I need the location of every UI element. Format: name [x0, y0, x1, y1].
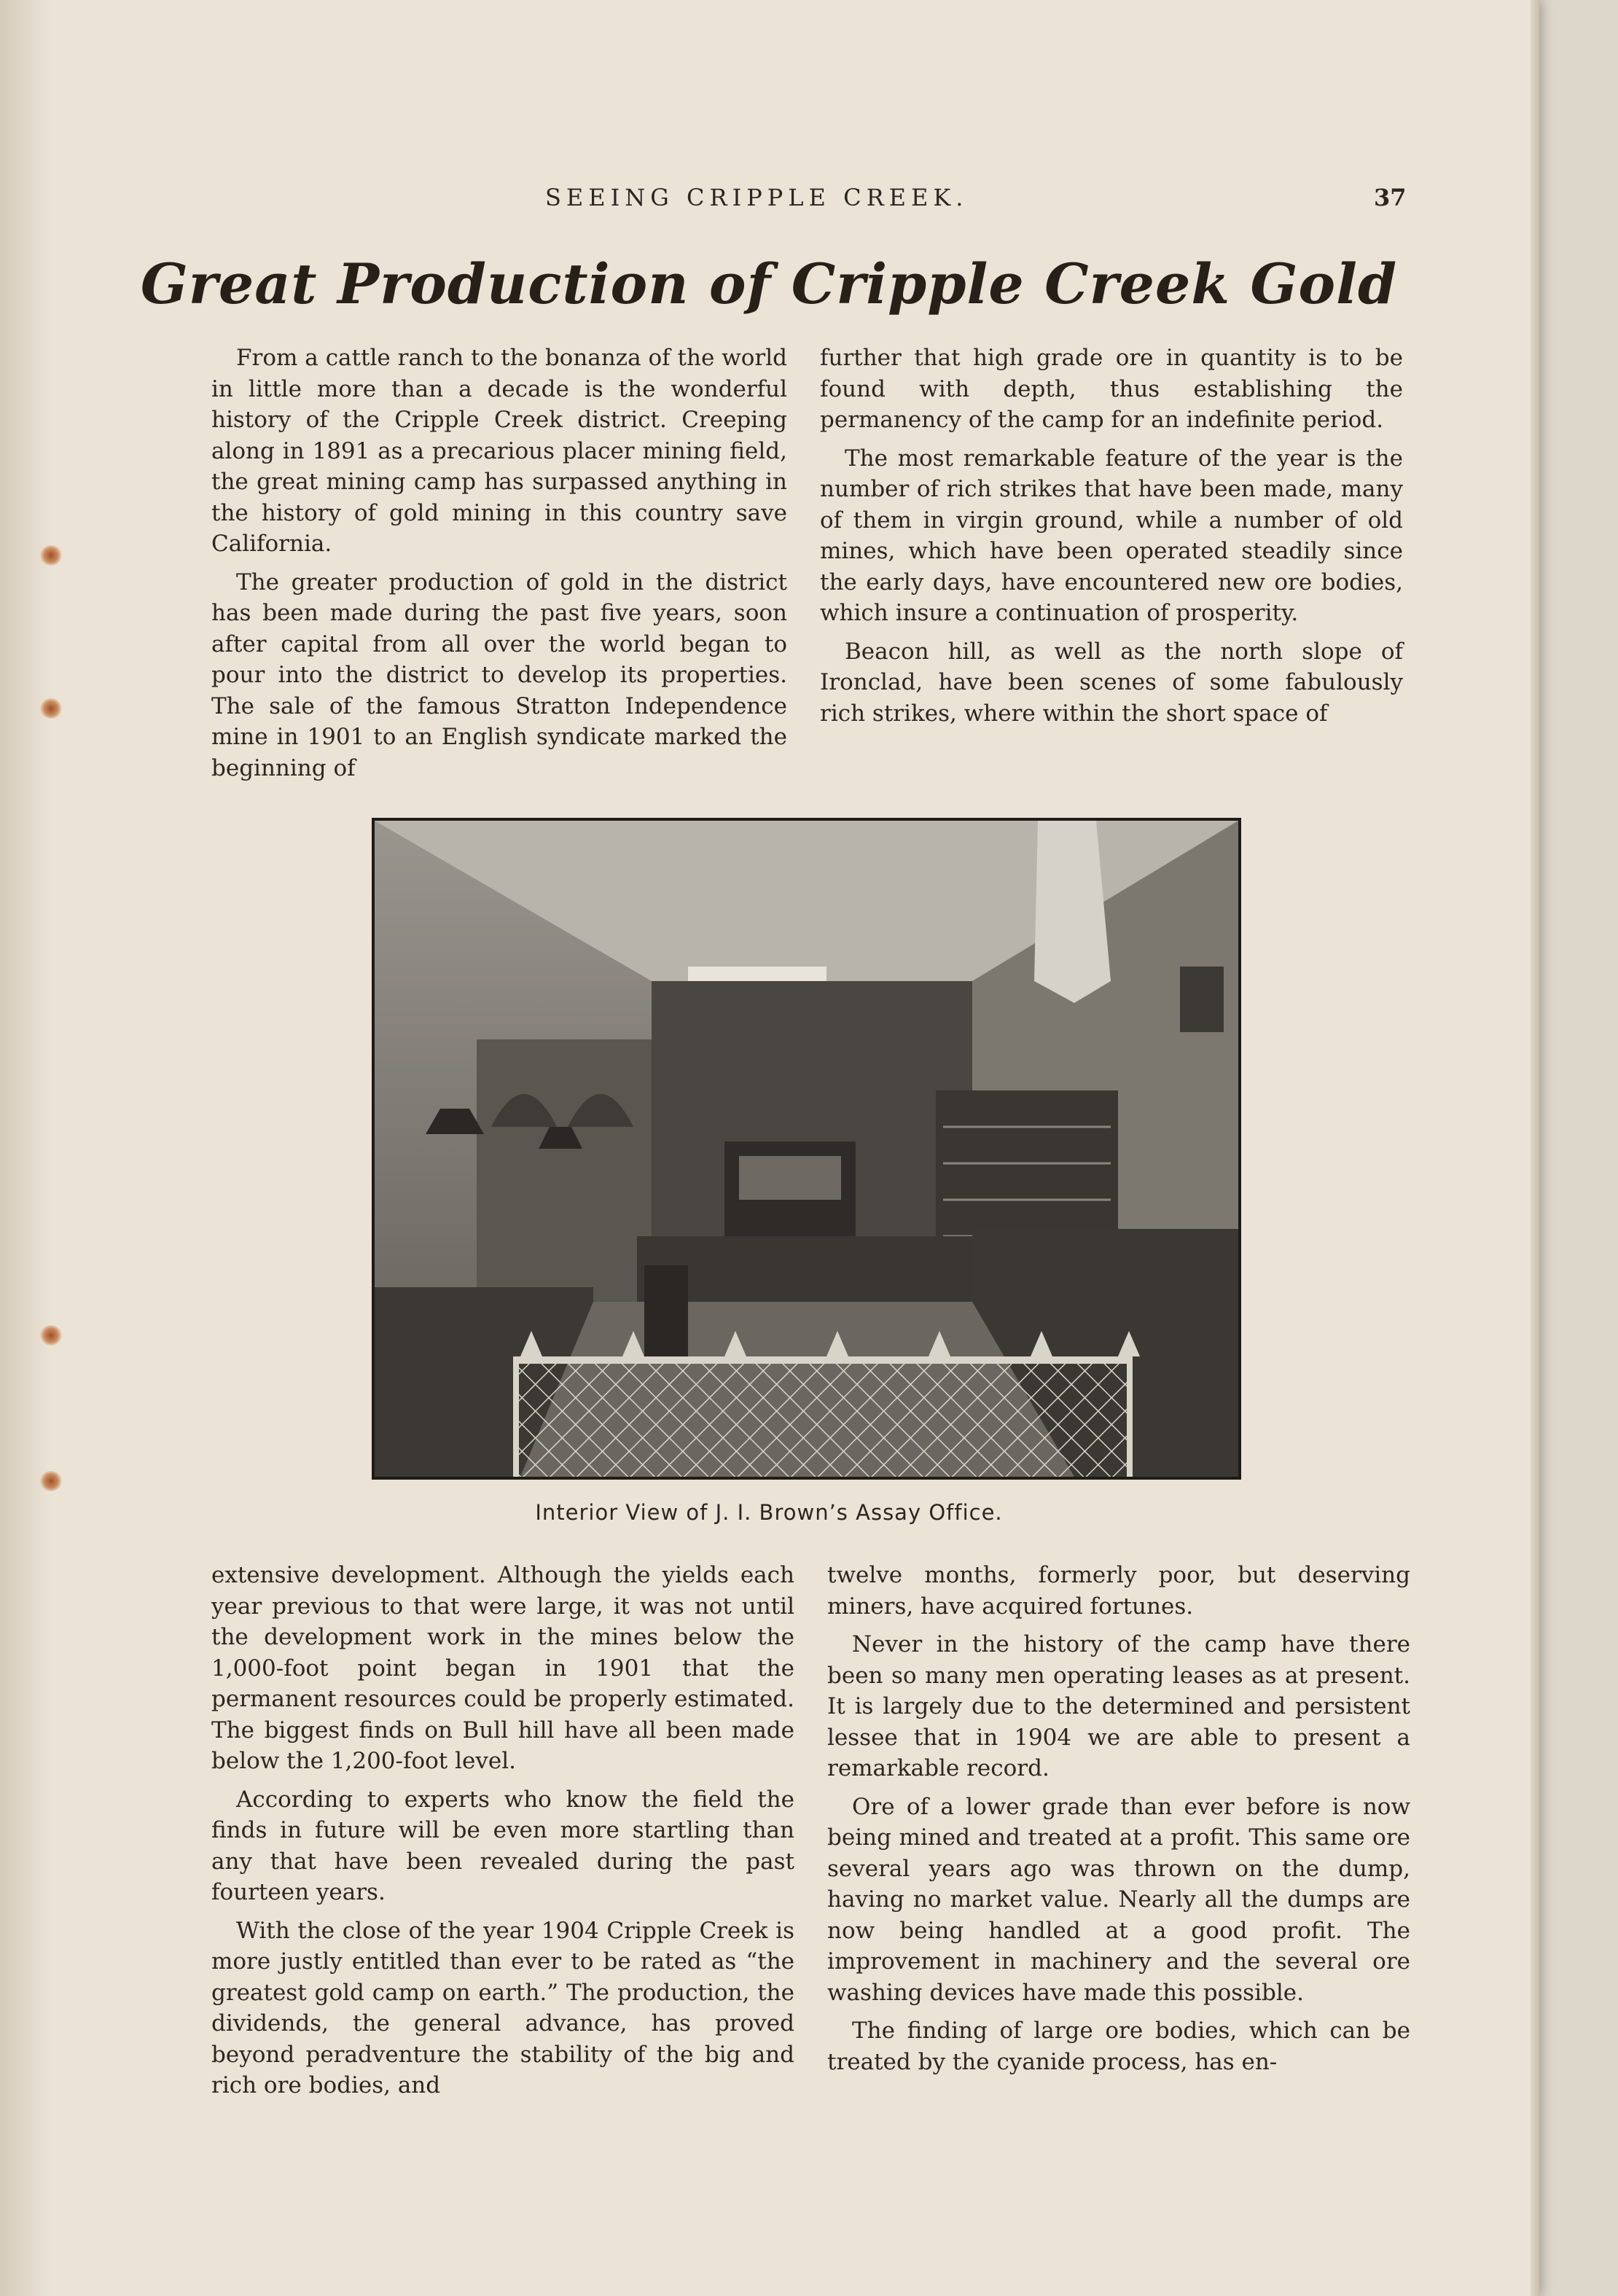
- paragraph: twelve months, formerly poor, but deserving miners, have acquired fortunes.: [827, 1562, 1410, 1620]
- page-edge: [1531, 0, 1539, 2296]
- staple-hole: [40, 698, 62, 719]
- staple-hole: [40, 545, 62, 566]
- paragraph: The greater production of gold in the district has been made during the past five years, soon after capital from all over the world began to pour into the district to develop its properties. The sale of the famous Stratton Independence mine in 1901 to an English syndicate marked the beginning of: [211, 569, 787, 781]
- paragraph: Beacon hill, as well as the north slope of Ironclad, have been scenes of some fabulously rich strikes, where within the short space of: [820, 638, 1403, 727]
- assay-office-interior-image: [375, 821, 1238, 1477]
- column-top-left: [211, 343, 787, 791]
- article-title: Great Production of Cripple Creek Gold: [140, 251, 1398, 316]
- page-header: [0, 184, 1538, 220]
- paragraph: According to experts who know the field the finds in future will be even more startling than any that have been revealed during the past fourteen years.: [211, 1786, 794, 1905]
- column-top-right: [820, 343, 1403, 736]
- column-bottom-right: [827, 1560, 1410, 2085]
- paragraph: extensive development. Although the yields each year previous to that were large, it was not until the development work in the mines below the 1,000-foot point began in 1901 that the permanent resources could be properly estimated. The biggest finds on Bull hill have all been made below the 1,200-foot level.: [211, 1562, 794, 1774]
- page-binding: [0, 0, 51, 2296]
- paragraph: The most remarkable feature of the year is the number of rich strikes that have been made, many of them in virgin ground, while a number of old mines, which have been operated steadily since the early days, have encountered new ore bodies, which insure a continuation of prosperity.: [820, 445, 1403, 626]
- page-number: 37: [1374, 184, 1407, 211]
- photo-caption: Interior View of J. I. Brown’s Assay Office.: [535, 1500, 1003, 1525]
- paragraph: The finding of large ore bodies, which can be treated by the cyanide process, has en-: [827, 2018, 1410, 2075]
- paragraph: With the close of the year 1904 Cripple Creek is more justly entitled than ever to be rated as “the greatest gold camp on earth.” The production, the dividends, the general advance, has proved beyond peradventure the stability of the big and rich ore bodies, and: [211, 1917, 794, 2098]
- staple-hole: [40, 1471, 62, 1491]
- paragraph: From a cattle ranch to the bonanza of the world in little more than a decade is the wonderful history of the Cripple Creek district. Creeping along in 1891 as a precarious placer mining field, the great mining camp has surpassed anything in the history of gold mining in this country save California.: [211, 345, 787, 557]
- paragraph: further that high grade ore in quantity is to be found with depth, thus establishing the permanency of the camp for an indefinite period.: [820, 345, 1403, 433]
- column-bottom-left: [211, 1560, 794, 2109]
- assay-office-photo: [372, 818, 1241, 1480]
- running-head: SEEING CRIPPLE CREEK.: [545, 184, 969, 211]
- paragraph: Ore of a lower grade than ever before is now being mined and treated at a profit. This same ore several years ago was thrown on the dump, having no market value. Nearly all the dumps are now being handled at a good profit. The improvement in machinery and the several ore washing devices have made this possible.: [827, 1793, 1410, 2006]
- paragraph: Never in the history of the camp have there been so many men operating leases as at present. It is largely due to the determined and persistent lessee that in 1904 we are able to present a remarkable record.: [827, 1631, 1410, 1781]
- staple-hole: [40, 1325, 62, 1346]
